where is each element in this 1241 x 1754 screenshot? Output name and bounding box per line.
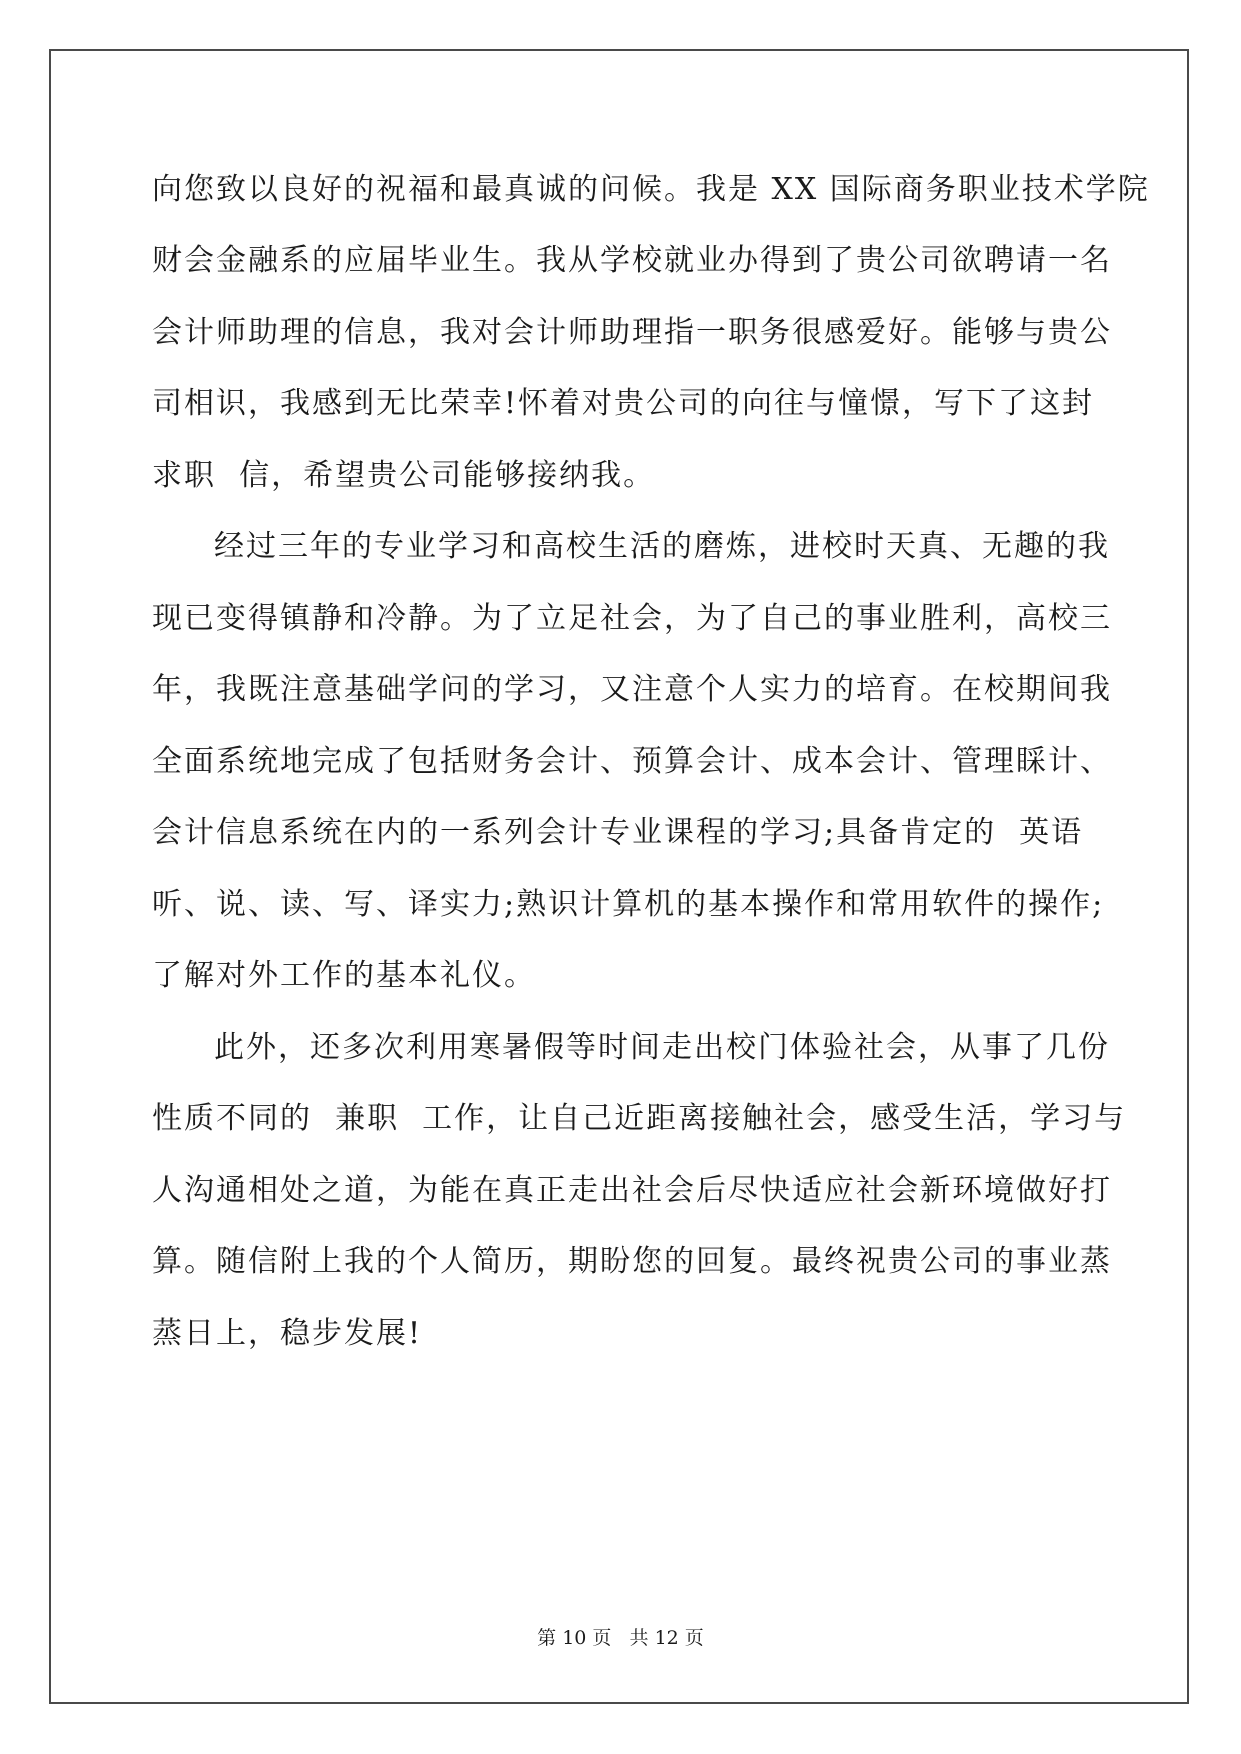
text-line: 现已变得镇静和冷静。为了立足社会，为了自己的事业胜利，高校三: [152, 601, 1112, 636]
text-line: 人沟通相处之道，为能在真正走出社会后尽快适应社会新环境做好打: [152, 1173, 1112, 1208]
text-line: 了解对外工作的基本礼仪。: [152, 958, 536, 993]
text-line: 财会金融系的应届毕业生。我从学校就业办得到了贵公司欲聘请一名: [152, 243, 1112, 278]
text-line: 年，我既注意基础学问的学习，又注意个人实力的培育。在校期间我: [152, 672, 1112, 707]
text-line: 向您致以良好的祝福和最真诚的问候。我是 XX 国际商务职业技术学院: [152, 172, 1150, 207]
text-line: 全面系统地完成了包括财务会计、预算会计、成本会计、管理睬计、: [152, 744, 1112, 779]
text-line: 会计信息系统在内的一系列会计专业课程的学习;具备肯定的 英语: [152, 815, 1084, 850]
text-line: 经过三年的专业学习和高校生活的磨炼，进校时天真、无趣的我: [214, 529, 1110, 564]
text-line: 性质不同的 兼职 工作，让自己近距离接触社会，感受生活，学习与: [152, 1101, 1127, 1136]
text-line: 司相识，我感到无比荣幸!怀着对贵公司的向往与憧憬，写下了这封: [152, 386, 1095, 421]
text-line: 蒸日上，稳步发展!: [152, 1316, 423, 1351]
page-number: 第 10 页 共 12 页: [537, 1627, 704, 1649]
text-line: 算。随信附上我的个人简历，期盼您的回复。最终祝贵公司的事业蒸: [152, 1244, 1112, 1279]
text-line: 会计师助理的信息，我对会计师助理指一职务很感爱好。能够与贵公: [152, 315, 1112, 350]
text-line: 此外，还多次利用寒暑假等时间走出校门体验社会，从事了几份: [214, 1030, 1110, 1065]
text-line: 求职 信，希望贵公司能够接纳我。: [152, 458, 656, 493]
text-line: 听、说、读、写、译实力;熟识计算机的基本操作和常用软件的操作;: [152, 887, 1105, 922]
